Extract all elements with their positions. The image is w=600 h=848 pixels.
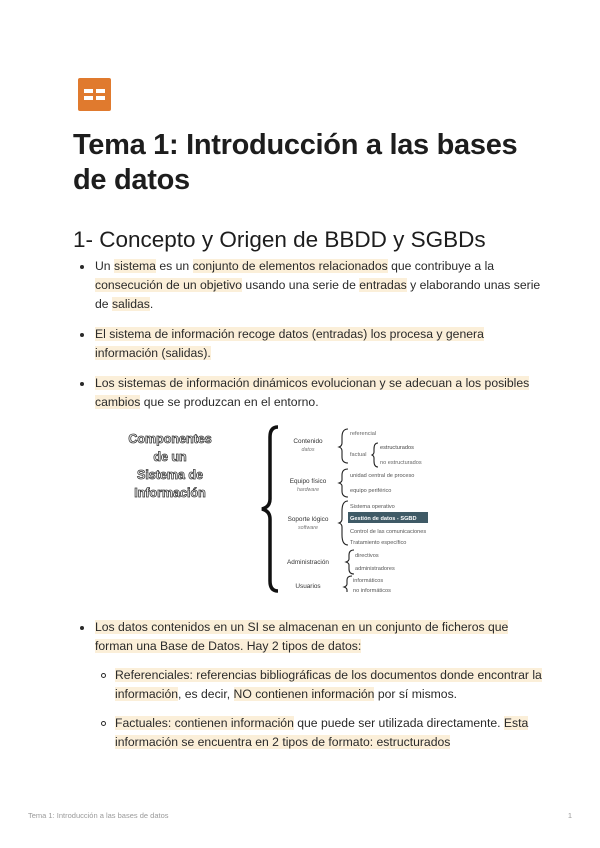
section-title: 1- Concepto y Origen de BBDD y SGBDs bbox=[73, 227, 486, 252]
group-item: equipo periférico bbox=[350, 488, 392, 494]
factual-type: no estructurados bbox=[380, 460, 422, 466]
bullet-list bbox=[73, 257, 543, 412]
list-item: El sistema de información recoge datos (entradas) los procesa y genera información (salidas). bbox=[73, 325, 543, 363]
page-footer bbox=[28, 811, 572, 820]
list-item: Los datos contenidos en un SI se almacenan en un conjunto de ficheros que forman una Base de Datos. Hay 2 tipos de datos: Referenciales: referencias bibliográficas de los documentos donde encontrar la información, es decir, NO contienen información por sí mismos. Factuales: contienen información que puede ser utilizada directamente. Esta información se encuentra en 2 tipos de formato: estructurados bbox=[73, 618, 543, 752]
group-label: Soporte lógico bbox=[287, 516, 329, 523]
components-diagram bbox=[128, 423, 428, 593]
diagram-title-line: de un bbox=[153, 450, 187, 464]
group-item: referencial bbox=[350, 431, 377, 437]
diagram-title-line: Componentes bbox=[128, 432, 212, 446]
group-item: factual bbox=[350, 452, 367, 458]
list-item: Un sistema es un conjunto de elementos relacionados que contribuye a la consecución de un objetivo usando una serie de entradas y elaborando unas serie de salidas. bbox=[73, 257, 543, 314]
document-grid-icon bbox=[78, 78, 111, 111]
group-item: no informáticos bbox=[353, 588, 391, 593]
footer-doc-name: Tema 1: Introducción a las bases de datos bbox=[28, 811, 169, 820]
main-content bbox=[73, 257, 543, 763]
group-sub: hardware bbox=[296, 487, 320, 493]
group-item: directivos bbox=[355, 553, 379, 559]
group-label: Equipo físico bbox=[289, 478, 327, 485]
group-item: Tratamiento específico bbox=[350, 540, 407, 546]
group-item: Control de las comunicaciones bbox=[350, 529, 427, 535]
bullet-list bbox=[73, 618, 543, 752]
diagram-title-line: Sistema de bbox=[136, 468, 204, 482]
list-item: Referenciales: referencias bibliográficas de los documentos donde encontrar la información, es decir, NO contienen información por sí mismos. bbox=[95, 666, 543, 704]
group-item: Gestión de datos - SGBD bbox=[350, 516, 417, 522]
group-label: Administración bbox=[287, 559, 329, 566]
sub-bullet-list bbox=[95, 666, 543, 752]
factual-type: estructurados bbox=[380, 445, 414, 451]
diagram-main-bracket bbox=[262, 427, 278, 591]
group-label: Contenido bbox=[293, 438, 323, 445]
diagram-title bbox=[128, 432, 211, 500]
page-title: Tema 1: Introducción a las bases de datos bbox=[73, 129, 518, 196]
group-item: administradores bbox=[355, 566, 395, 572]
group-sub: datos bbox=[301, 447, 315, 453]
group-sub: software bbox=[297, 525, 319, 531]
list-item: Factuales: contienen información que puede ser utilizada directamente. Esta información se encuentra en 2 tipos de formato: estructurados bbox=[95, 714, 543, 752]
group-item: informáticos bbox=[353, 578, 384, 584]
page-number: 1 bbox=[567, 811, 572, 820]
diagram-title-line: Información bbox=[134, 486, 206, 500]
group-label: Usuarios bbox=[295, 583, 321, 590]
group-item: Sistema operativo bbox=[350, 504, 395, 510]
group-item: unidad central de proceso bbox=[350, 473, 415, 479]
list-item: Los sistemas de información dinámicos evolucionan y se adecuan a los posibles cambios que se produzcan en el entorno. bbox=[73, 374, 543, 412]
